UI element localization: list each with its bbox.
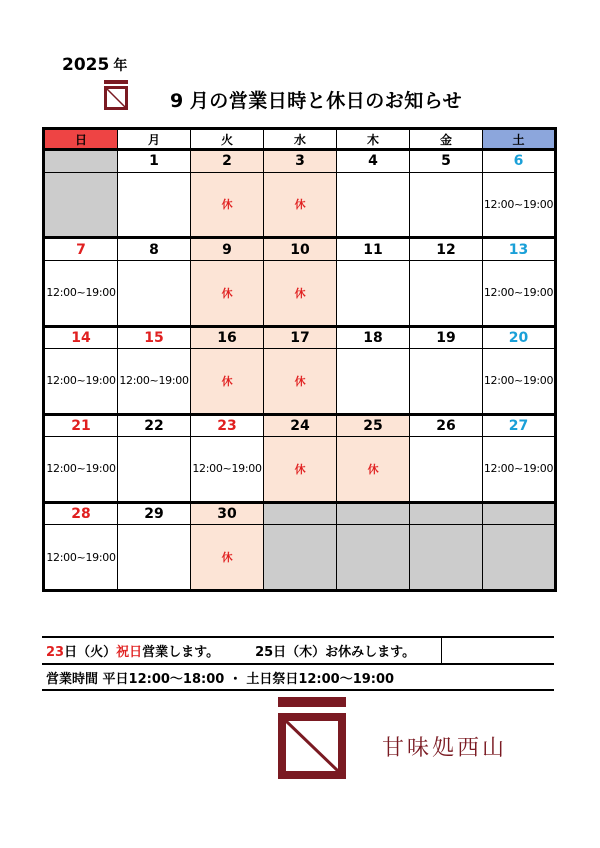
title-text: 月の営業日時と休日のお知らせ [189, 90, 463, 112]
business-hours-cell: 12:00~19:00 [44, 525, 118, 591]
business-hours-cell: 12:00~19:00 [483, 172, 556, 238]
note-closed-text: 25日（木）お休みします。 [255, 645, 416, 660]
day-info-cell [337, 172, 410, 238]
note-holiday: 祝日 [116, 645, 143, 660]
business-hours-cell: 12:00~19:00 [483, 260, 556, 326]
day-number: 2 [191, 150, 264, 172]
week-4-date-row [44, 414, 556, 436]
day-number: 18 [337, 326, 410, 348]
closed-day-mark: 休 [264, 348, 337, 414]
note-open-text: 営業します。 [142, 645, 220, 660]
empty-day-cell [410, 502, 483, 524]
shop-logo-icon [278, 697, 346, 779]
day-number: 13 [483, 238, 556, 260]
closed-day-mark: 休 [337, 436, 410, 502]
week-2-info-row [44, 260, 556, 326]
day-number: 16 [191, 326, 264, 348]
day-info-cell [118, 436, 191, 502]
closed-day-mark: 休 [191, 172, 264, 238]
empty-day-cell [264, 502, 337, 524]
month-number: 9 [170, 90, 184, 112]
day-info-cell [410, 172, 483, 238]
closed-day-mark: 休 [264, 172, 337, 238]
shop-logo-small-icon [104, 80, 128, 110]
weekday-sat: 土 [483, 129, 556, 150]
empty-day-cell [337, 525, 410, 591]
closed-day-mark: 休 [191, 348, 264, 414]
day-number: 11 [337, 238, 410, 260]
notes-middle-rule [42, 663, 554, 665]
day-info-cell [118, 260, 191, 326]
notes-divider [441, 636, 442, 664]
day-number: 10 [264, 238, 337, 260]
weekday-header-row [44, 129, 556, 150]
day-number: 27 [483, 414, 556, 436]
closed-day-mark: 休 [264, 260, 337, 326]
empty-day-cell [483, 502, 556, 524]
day-number: 23 [191, 414, 264, 436]
week-4-info-row [44, 436, 556, 502]
day-number: 29 [118, 502, 191, 524]
closed-day-mark: 休 [191, 260, 264, 326]
day-number: 25 [337, 414, 410, 436]
calendar-table [42, 127, 557, 592]
week-1-date-row [44, 150, 556, 172]
weekday-tue: 火 [191, 129, 264, 150]
day-number: 28 [44, 502, 118, 524]
week-5-info-row [44, 525, 556, 591]
note-day: 日（火） [64, 645, 117, 660]
day-number: 8 [118, 238, 191, 260]
day-number: 12 [410, 238, 483, 260]
day-number: 22 [118, 414, 191, 436]
weekday-mon: 月 [118, 129, 191, 150]
business-hours-cell: 12:00~19:00 [483, 348, 556, 414]
year-number: 2025 [62, 55, 110, 75]
day-number: 1 [118, 150, 191, 172]
weekday-sun: 日 [44, 129, 118, 150]
notes-bottom-rule [42, 689, 554, 691]
closed-day-mark: 休 [191, 525, 264, 591]
day-info-cell [410, 348, 483, 414]
day-number: 21 [44, 414, 118, 436]
business-hours-cell: 12:00~19:00 [483, 436, 556, 502]
note-business-hours: 営業時間 平日12:00～18:00 ・ 土日祭日12:00～19:00 [46, 672, 395, 687]
day-number: 17 [264, 326, 337, 348]
day-info-cell [337, 260, 410, 326]
day-number: 6 [483, 150, 556, 172]
day-number: 24 [264, 414, 337, 436]
day-number: 4 [337, 150, 410, 172]
day-number: 14 [44, 326, 118, 348]
day-info-cell [337, 348, 410, 414]
year-suffix: 年 [113, 58, 128, 74]
week-3-info-row [44, 348, 556, 414]
empty-day-cell [44, 172, 118, 238]
day-number: 20 [483, 326, 556, 348]
empty-day-cell [483, 525, 556, 591]
empty-day-cell [264, 525, 337, 591]
day-info-cell [118, 525, 191, 591]
note-holiday-open [46, 641, 415, 660]
weekday-thu: 木 [337, 129, 410, 150]
page-title [170, 86, 462, 113]
day-number: 5 [410, 150, 483, 172]
week-3-date-row [44, 326, 556, 348]
business-hours-cell: 12:00~19:00 [44, 260, 118, 326]
business-hours-cell: 12:00~19:00 [118, 348, 191, 414]
day-info-cell [410, 436, 483, 502]
day-info-cell [118, 172, 191, 238]
day-number: 30 [191, 502, 264, 524]
empty-day-cell [337, 502, 410, 524]
note-date: 23 [46, 645, 65, 660]
business-hours-cell: 12:00~19:00 [44, 436, 118, 502]
week-2-date-row [44, 238, 556, 260]
day-info-cell [410, 260, 483, 326]
week-1-info-row [44, 172, 556, 238]
empty-day-cell [410, 525, 483, 591]
day-number: 7 [44, 238, 118, 260]
day-number: 26 [410, 414, 483, 436]
weekday-wed: 水 [264, 129, 337, 150]
day-number: 3 [264, 150, 337, 172]
shop-name: 甘味処西山 [382, 736, 508, 761]
weekday-fri: 金 [410, 129, 483, 150]
day-number: 15 [118, 326, 191, 348]
closed-day-mark: 休 [264, 436, 337, 502]
year-label [62, 55, 127, 75]
empty-day-cell [44, 150, 118, 172]
business-hours-cell: 12:00~19:00 [44, 348, 118, 414]
day-number: 19 [410, 326, 483, 348]
week-5-date-row [44, 502, 556, 524]
day-number: 9 [191, 238, 264, 260]
notes-top-rule [42, 636, 554, 638]
business-hours-cell: 12:00~19:00 [191, 436, 264, 502]
